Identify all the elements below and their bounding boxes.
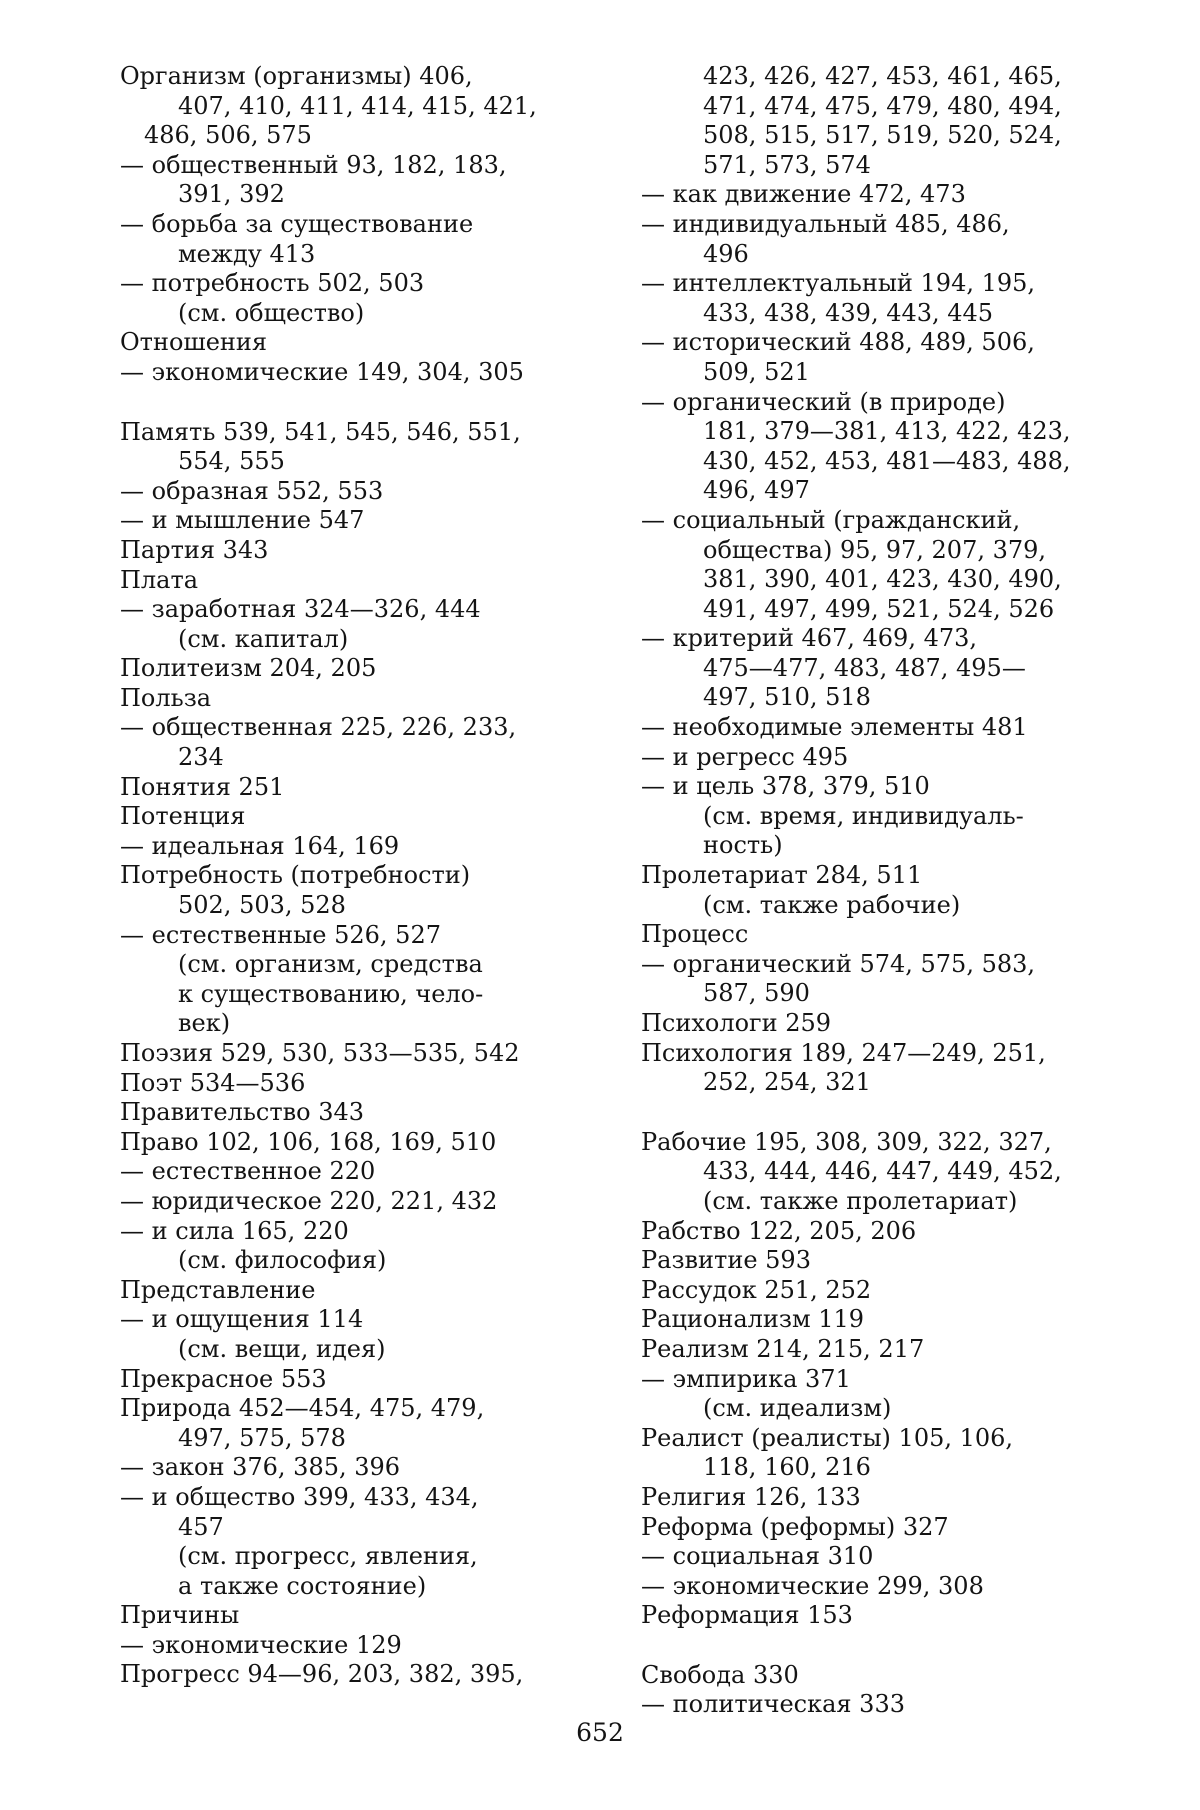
index-entry-line: Поэзия 529, 530, 533—535, 542 <box>120 1039 520 1067</box>
index-entry-line: (см. философия) <box>178 1246 387 1275</box>
index-entry-line: — критерий 467, 469, 473, <box>641 624 978 653</box>
index-entry-line: Свобода 330 <box>641 1660 799 1689</box>
index-entry-line: Рабочие 195, 308, 309, 322, 327, <box>641 1127 1052 1156</box>
index-entry-line: — и общество 399, 433, 434, <box>120 1482 479 1511</box>
index-entry-line: — исторический 488, 489, 506, <box>641 328 1035 357</box>
index-entry-line: Психологи 259 <box>641 1009 832 1037</box>
index-entry-line: Религия 126, 133 <box>641 1482 861 1511</box>
index-entry-line: Представление <box>120 1275 316 1304</box>
index-entry-line: Рассудок 251, 252 <box>641 1275 872 1304</box>
index-entry-line: 433, 444, 446, 447, 449, 452, <box>703 1157 1062 1186</box>
index-entry-line: 497, 510, 518 <box>703 683 871 712</box>
index-entry-line: 252, 254, 321 <box>703 1068 871 1097</box>
index-entry-line: — интеллектуальный 194, 195, <box>641 269 1036 298</box>
index-entry-line: а также состояние) <box>178 1571 427 1600</box>
index-entry-line: Пролетариат 284, 511 <box>641 861 923 890</box>
index-entry-line: 423, 426, 427, 453, 461, 465, <box>703 62 1062 90</box>
index-entry-line: Организм (организмы) 406, <box>120 62 473 90</box>
index-entry-line: Правительство 343 <box>120 1098 365 1127</box>
index-entry-line: Развитие 593 <box>641 1246 811 1275</box>
index-entry-line: Реалист (реалисты) 105, 106, <box>641 1423 1014 1452</box>
section-gap <box>641 1098 1071 1128</box>
index-entry-line: — борьба за существование <box>120 209 474 238</box>
index-column-left <box>120 62 550 1690</box>
index-entry-line: (см. идеализм) <box>703 1394 892 1423</box>
index-entry-line: — социальный (гражданский, <box>641 505 1021 534</box>
index-entry-line: Рабство 122, 205, 206 <box>641 1216 917 1245</box>
index-entry-line: Реформация 153 <box>641 1601 853 1630</box>
index-entry-line: — экономические 299, 308 <box>641 1571 984 1600</box>
index-entry-line: Партия 343 <box>120 535 269 564</box>
index-entry-line: Рационализм 119 <box>641 1305 865 1334</box>
index-entry-line: — индивидуальный 485, 486, <box>641 209 1010 238</box>
index-entry-line: — экономические 149, 304, 305 <box>120 357 524 386</box>
index-entry-line: 508, 515, 517, 519, 520, 524, <box>703 121 1062 150</box>
index-entry-line: Причины <box>120 1601 240 1630</box>
index-entry-line: — социальная 310 <box>641 1542 874 1571</box>
index-entry-line: — закон 376, 385, 396 <box>120 1453 401 1482</box>
index-entry-line: Плата <box>120 565 199 594</box>
index-entry-line: — и цель 378, 379, 510 <box>641 772 930 801</box>
index-entry-line: (см. прогресс, явления, <box>178 1542 478 1571</box>
index-entry-line: Прекрасное 553 <box>120 1364 327 1393</box>
index-entry-line: 433, 438, 439, 443, 445 <box>703 298 994 327</box>
index-entry-line: 457 <box>178 1512 224 1541</box>
index-entry-line: Процесс <box>641 920 749 949</box>
index-entry-line: — потребность 502, 503 <box>120 269 425 298</box>
index-entry-line: (см. организм, средства <box>178 950 483 979</box>
index-entry-line: 381, 390, 401, 423, 430, 490, <box>703 565 1062 594</box>
index-entry-line: к существованию, чело- <box>178 979 484 1008</box>
index-entry-line: — идеальная 164, 169 <box>120 831 400 860</box>
index-entry-line: — органический 574, 575, 583, <box>641 949 1036 978</box>
index-entry-line: 181, 379—381, 413, 422, 423, <box>703 417 1071 446</box>
index-entry-line: между 413 <box>178 239 316 268</box>
index-entry-line: — образная 552, 553 <box>120 476 384 505</box>
index-entry-line: Потенция <box>120 802 246 831</box>
index-entry-line: 496 <box>703 239 749 268</box>
index-entry-line: (см. также пролетариат) <box>703 1186 1018 1215</box>
section-gap <box>641 1631 1071 1661</box>
index-entry-line: (см. время, индивидуаль- <box>703 801 1024 830</box>
index-entry-line: — как движение 472, 473 <box>641 180 966 209</box>
page-number: 652 <box>576 1718 624 1747</box>
index-entry-line: Право 102, 106, 168, 169, 510 <box>120 1127 497 1156</box>
index-entry-line: 407, 410, 411, 414, 415, 421, <box>178 91 537 120</box>
index-entry-line: — и регресс 495 <box>641 742 849 771</box>
index-entry-line: 475—477, 483, 487, 495— <box>703 653 1026 682</box>
index-entry-line: — юридическое 220, 221, 432 <box>120 1186 498 1215</box>
index-entry-line: 502, 503, 528 <box>178 891 346 920</box>
index-entry-line: — органический (в природе) <box>641 387 1006 416</box>
index-entry-line: 509, 521 <box>703 357 810 386</box>
index-entry-line: — политическая 333 <box>641 1690 905 1719</box>
index-entry-line: (см. также рабочие) <box>703 890 961 919</box>
index-entry-line: 496, 497 <box>703 476 810 505</box>
index-entry-line: 554, 555 <box>178 447 285 476</box>
section-gap <box>120 388 550 418</box>
index-entry-line: 118, 160, 216 <box>703 1453 871 1482</box>
index-entry-line: Прогресс 94—96, 203, 382, 395, <box>120 1660 524 1689</box>
index-entry-line: — необходимые элементы 481 <box>641 713 1028 742</box>
index-entry-line: 471, 474, 475, 479, 480, 494, <box>703 91 1062 120</box>
index-entry-line: Реализм 214, 215, 217 <box>641 1334 925 1363</box>
index-entry-line: 486, 506, 575 <box>144 121 312 150</box>
index-entry-line: (см. общество) <box>178 298 365 327</box>
index-entry-line: 491, 497, 499, 521, 524, 526 <box>703 594 1055 623</box>
index-entry-line: — общественная 225, 226, 233, <box>120 713 517 742</box>
index-entry-line: Отношения <box>120 328 268 357</box>
index-entry-line: 430, 452, 453, 481—483, 488, <box>703 446 1071 475</box>
index-entry-line: 391, 392 <box>178 180 285 209</box>
index-entry-line: — естественные 526, 527 <box>120 920 441 949</box>
index-entry-line: 587, 590 <box>703 979 810 1008</box>
index-entry-line: — общественный 93, 182, 183, <box>120 150 507 179</box>
index-entry-line: — экономические 129 <box>120 1630 402 1659</box>
index-entry-line: общества) 95, 97, 207, 379, <box>703 535 1047 564</box>
index-entry-line: Понятия 251 <box>120 772 285 801</box>
index-entry-line: Польза <box>120 683 212 712</box>
index-entry-line: — и мышление 547 <box>120 506 365 535</box>
index-entry-line: — заработная 324—326, 444 <box>120 595 481 624</box>
index-entry-line: — естественное 220 <box>120 1157 376 1186</box>
index-entry-line: 497, 575, 578 <box>178 1423 346 1452</box>
index-entry-line: — и сила 165, 220 <box>120 1216 349 1245</box>
index-entry-line: Природа 452—454, 475, 479, <box>120 1394 485 1423</box>
index-entry-line: ность) <box>703 831 783 860</box>
index-entry-line: Потребность (потребности) <box>120 861 471 890</box>
index-entry-line: Психология 189, 247—249, 251, <box>641 1038 1046 1067</box>
index-entry-line: (см. вещи, идея) <box>178 1334 386 1363</box>
index-entry-line: (см. капитал) <box>178 624 349 653</box>
index-entry-line: Память 539, 541, 545, 546, 551, <box>120 417 521 446</box>
index-entry-line: 571, 573, 574 <box>703 150 871 179</box>
index-entry-line: 234 <box>178 743 224 772</box>
index-entry-line: Поэт 534—536 <box>120 1068 306 1097</box>
index-entry-line: Политеизм 204, 205 <box>120 654 377 683</box>
index-entry-line: — и ощущения 114 <box>120 1305 364 1334</box>
index-column-right <box>641 62 1071 1720</box>
index-entry-line: Реформа (реформы) 327 <box>641 1512 949 1541</box>
index-entry-line: век) <box>178 1009 231 1038</box>
index-entry-line: — эмпирика 371 <box>641 1364 851 1393</box>
